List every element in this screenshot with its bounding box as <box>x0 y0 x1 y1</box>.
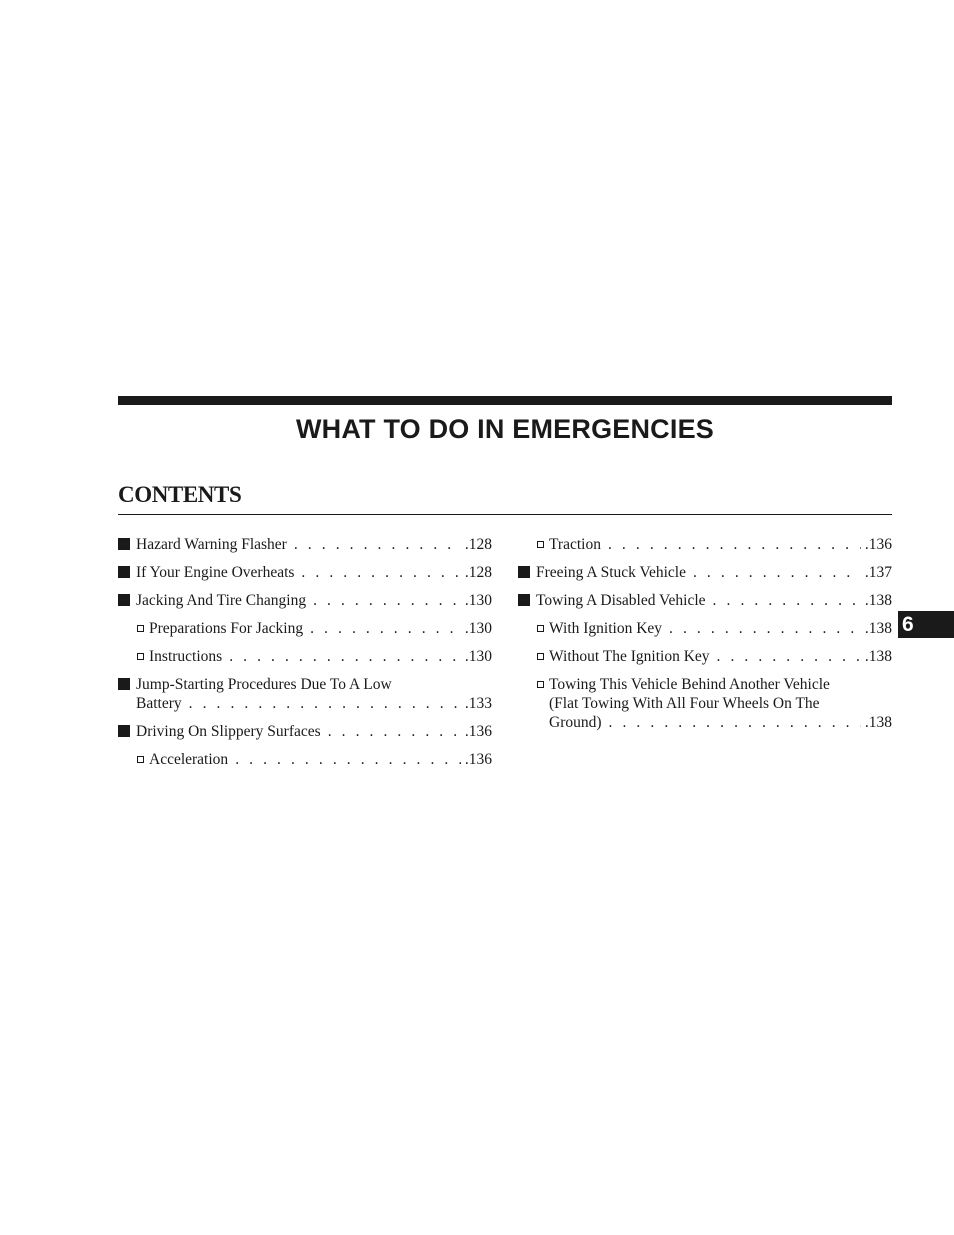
toc-entry <box>518 563 892 582</box>
contents-rule <box>118 514 892 515</box>
toc-entry-title: Traction <box>549 536 601 553</box>
toc-entry-title: Battery <box>136 695 182 712</box>
toc-page-number: .136 <box>464 751 492 768</box>
filled-square-bullet-icon <box>118 725 130 737</box>
hollow-square-bullet-icon <box>137 625 144 632</box>
toc-entry <box>518 535 892 554</box>
toc-entry-title: Instructions <box>149 648 223 665</box>
filled-square-bullet-icon <box>118 566 130 578</box>
dot-leader <box>608 535 861 554</box>
toc-page-number: .130 <box>464 592 492 609</box>
toc-entry <box>118 722 492 741</box>
dot-leader <box>713 591 861 610</box>
dot-leader <box>328 722 461 741</box>
toc-entry-title: Jump-Starting Procedures Due To A Low <box>136 676 392 693</box>
toc-entry <box>118 647 492 666</box>
toc-entry <box>118 591 492 610</box>
toc-entry <box>518 647 892 666</box>
toc-entry-title: Driving On Slippery Surfaces <box>136 723 321 740</box>
toc-entry-title: Hazard Warning Flasher <box>136 536 287 553</box>
hollow-square-bullet-icon <box>137 756 144 763</box>
toc-entry-title: Towing This Vehicle Behind Another Vehicle <box>549 676 830 693</box>
dot-leader <box>717 647 861 666</box>
hollow-square-bullet-icon <box>537 681 544 688</box>
top-rule <box>118 396 892 405</box>
toc-page-number: .138 <box>864 620 892 637</box>
filled-square-bullet-icon <box>118 594 130 606</box>
toc-page-number: .138 <box>864 592 892 609</box>
toc-page-number: .130 <box>464 620 492 637</box>
filled-square-bullet-icon <box>118 538 130 550</box>
filled-square-bullet-icon <box>518 594 530 606</box>
toc-right-column <box>518 535 892 741</box>
toc-entry <box>518 619 892 638</box>
toc-entry <box>118 535 492 554</box>
chapter-tab: 6 <box>898 611 954 638</box>
toc-entry-title: Without The Ignition Key <box>549 648 710 665</box>
toc-page-number: .133 <box>464 695 492 712</box>
filled-square-bullet-icon <box>518 566 530 578</box>
toc-entry <box>118 675 492 713</box>
toc-entry <box>518 591 892 610</box>
hollow-square-bullet-icon <box>537 653 544 660</box>
toc-entry-title: Jacking And Tire Changing <box>136 592 307 609</box>
toc-entry-title: If Your Engine Overheats <box>136 564 295 581</box>
dot-leader <box>235 750 461 769</box>
hollow-square-bullet-icon <box>537 625 544 632</box>
hollow-square-bullet-icon <box>537 541 544 548</box>
toc-page-number: .137 <box>864 564 892 581</box>
dot-leader <box>301 563 460 582</box>
filled-square-bullet-icon <box>118 678 130 690</box>
hollow-square-bullet-icon <box>137 653 144 660</box>
dot-leader <box>294 535 461 554</box>
toc-entry-title: Acceleration <box>149 751 229 768</box>
toc-page-number: .138 <box>864 714 892 731</box>
dot-leader <box>313 591 461 610</box>
dot-leader <box>189 694 461 713</box>
dot-leader <box>693 563 861 582</box>
dot-leader <box>229 647 461 666</box>
toc-entry-title: (Flat Towing With All Four Wheels On The <box>549 695 820 712</box>
toc-entry-title: Towing A Disabled Vehicle <box>536 592 706 609</box>
chapter-title: WHAT TO DO IN EMERGENCIES <box>295 414 714 444</box>
dot-leader <box>310 619 461 638</box>
toc-entry <box>118 750 492 769</box>
toc-entry <box>118 619 492 638</box>
toc-entry-title: Freeing A Stuck Vehicle <box>536 564 686 581</box>
toc-page-number: .128 <box>464 536 492 553</box>
toc-entry-title: Ground) <box>549 714 602 731</box>
toc-page-number: .136 <box>464 723 492 740</box>
toc-left-column <box>118 535 492 778</box>
dot-leader <box>669 619 861 638</box>
toc-page-number: .130 <box>464 648 492 665</box>
contents-heading: CONTENTS <box>118 482 242 507</box>
toc-entry <box>118 563 492 582</box>
toc-page-number: .128 <box>464 564 492 581</box>
toc-entry-title: Preparations For Jacking <box>149 620 304 637</box>
dot-leader <box>609 713 861 732</box>
toc-page-number: .136 <box>864 536 892 553</box>
toc-page-number: .138 <box>864 648 892 665</box>
toc-entry-title: With Ignition Key <box>549 620 663 637</box>
toc-entry <box>518 675 892 732</box>
